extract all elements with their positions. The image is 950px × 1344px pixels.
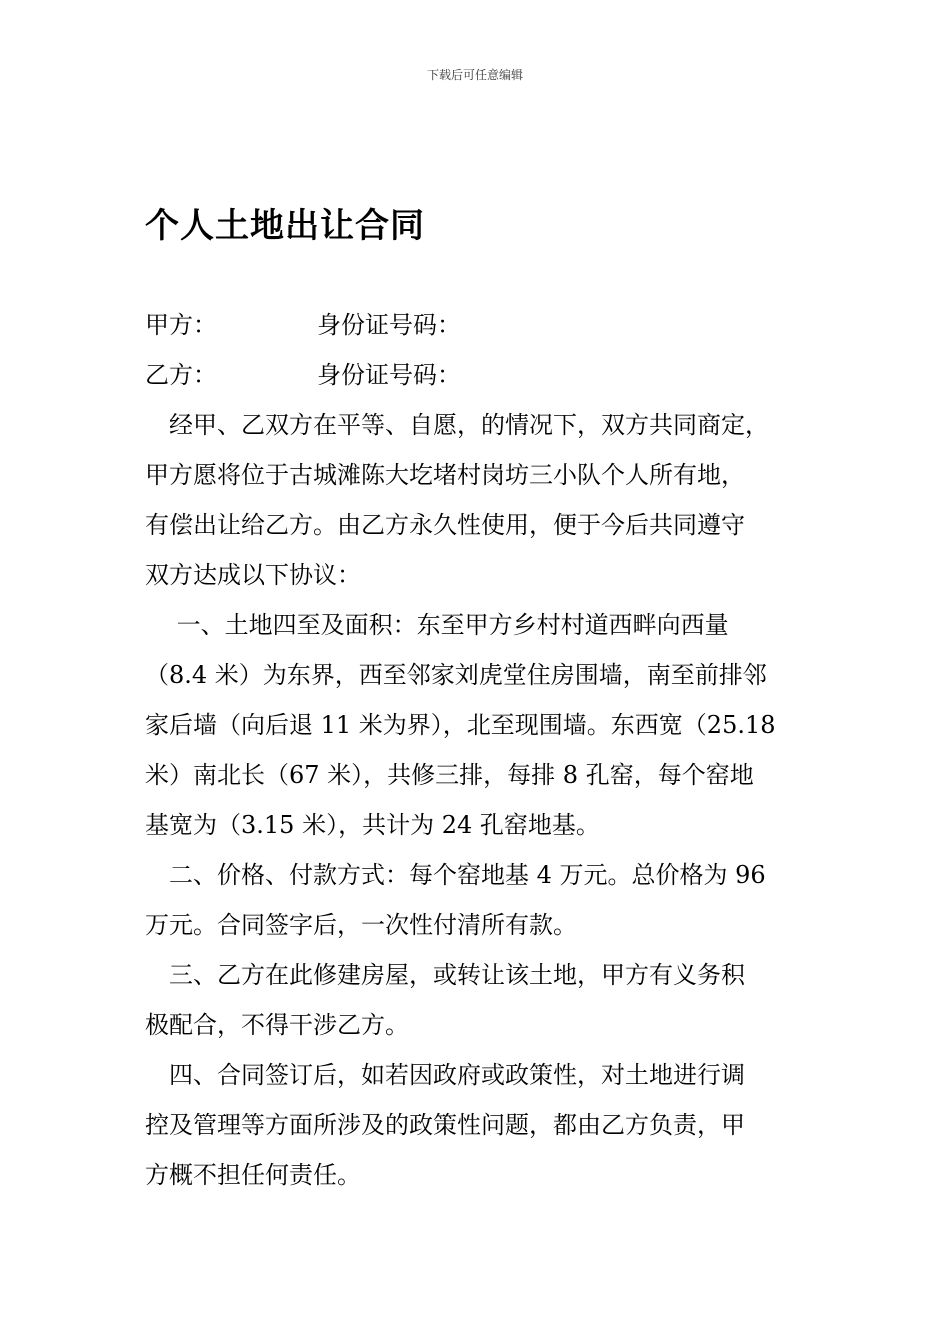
text-line: 基宽为（3.15 米），共计为 24 孔窑地基。 (145, 811, 600, 839)
document-title: 个人土地出让合同 (145, 206, 425, 246)
text-line: 家后墙（向后退 11 米为界），北至现围墙。东西宽（25.18 (145, 711, 776, 739)
party-a-label: 甲方： (145, 311, 217, 339)
clause-1-land-area (145, 600, 810, 850)
text-line: 双方达成以下协议： (145, 561, 361, 589)
text-line: 四、合同签订后，如若因政府或政策性，对土地进行调 (145, 1061, 745, 1089)
contract-body (145, 400, 810, 1200)
text-line: 三、乙方在此修建房屋，或转让该土地，甲方有义务积 (145, 961, 745, 989)
party-a-line (145, 300, 461, 350)
party-b-label: 乙方： (145, 361, 217, 389)
text-line: 有偿出让给乙方。由乙方永久性使用，便于今后共同遵守 (145, 511, 745, 539)
text-line: 控及管理等方面所涉及的政策性问题，都由乙方负责，甲 (145, 1111, 745, 1139)
clause-3-construction (145, 950, 810, 1050)
text-line: 米）南北长（67 米），共修三排，每排 8 孔窑，每个窑地 (145, 761, 754, 789)
text-line: 极配合，不得干涉乙方。 (145, 1011, 409, 1039)
text-line: 一、土地四至及面积：东至甲方乡村村道西畔向西量 (145, 611, 729, 639)
clause-4-policy (145, 1050, 810, 1200)
header-note: 下载后可任意编辑 (426, 68, 523, 82)
text-line: 经甲、乙双方在平等、自愿，的情况下，双方共同商定， (145, 411, 769, 439)
clause-2-price-payment (145, 850, 810, 950)
party-b-id-label: 身份证号码： (317, 361, 461, 389)
text-line: 二、价格、付款方式：每个窑地基 4 万元。总价格为 96 (145, 861, 766, 889)
text-line: 甲方愿将位于古城滩陈大圪堵村岗坊三小队个人所有地， (145, 461, 745, 489)
text-line: （8.4 米）为东界，西至邻家刘虎堂住房围墙，南至前排邻 (145, 661, 767, 689)
paragraph-preamble (145, 400, 810, 600)
party-a-id-label: 身份证号码： (317, 311, 461, 339)
text-line: 万元。合同签字后，一次性付清所有款。 (145, 911, 577, 939)
party-b-line (145, 350, 461, 400)
text-line: 方概不担任何责任。 (145, 1161, 361, 1189)
